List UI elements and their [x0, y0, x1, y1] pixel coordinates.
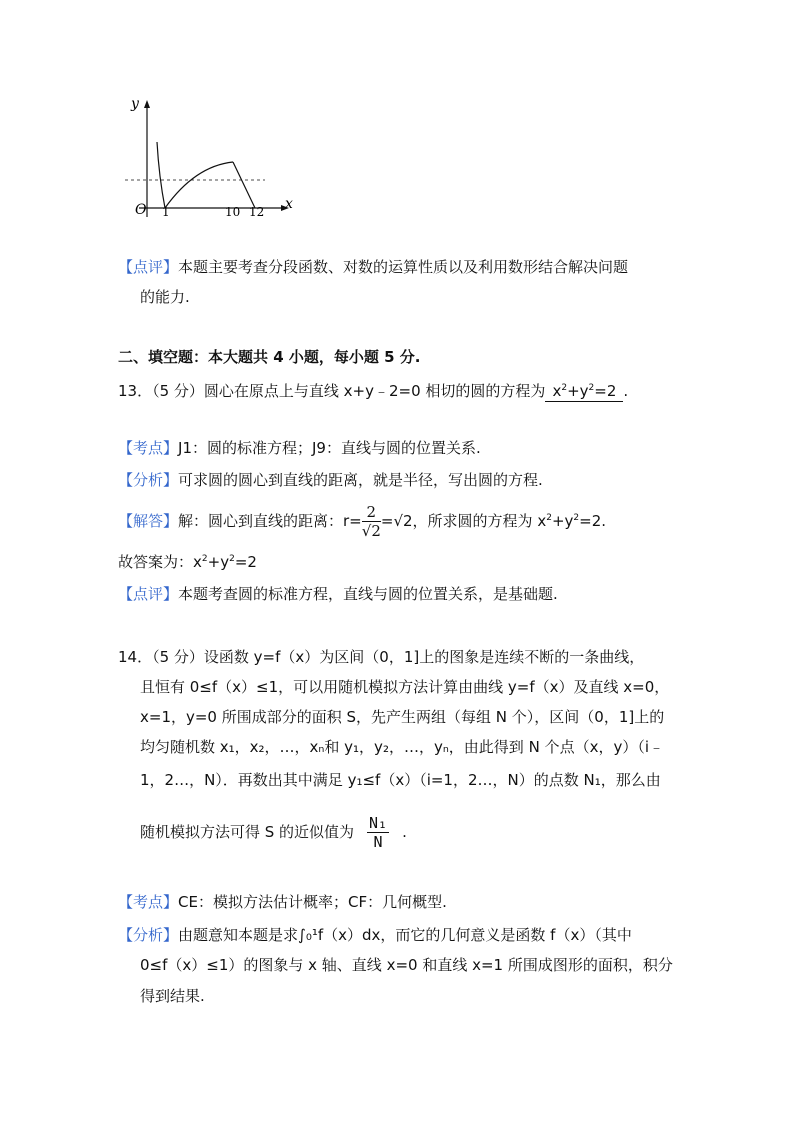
- q13-jieda-text1: 解：圆心到直线的距离：r=: [178, 512, 362, 530]
- q13-dianping-text: 本题考查圆的标准方程，直线与圆的位置关系，是基础题.: [178, 585, 558, 603]
- review12-line1: [118, 257, 628, 277]
- q13-kaodian-tag: 【考点】: [118, 439, 179, 457]
- q14-line6: [140, 812, 407, 852]
- q13-prefix: 13．（5 分）圆心在原点上与直线 x+y﹣2=0 相切的圆的方程为: [118, 382, 546, 400]
- review12-tag: 【点评】: [118, 258, 179, 276]
- review12-line2: [140, 287, 190, 307]
- function-graph: [125, 92, 305, 222]
- q13-fenxi-text: 可求圆的圆心到直线的距离，就是半径，写出圆的方程.: [178, 471, 543, 489]
- q14-kaodian: [118, 892, 447, 912]
- q14-answer-fraction: $\frac{\text{N₁}}{N}$: [369, 814, 388, 851]
- section-header: 二、填空题：本大题共 4 小题，每小题 5 分.: [118, 348, 421, 366]
- tick-10: 10: [225, 205, 241, 219]
- q14-line5: 1，2…，N）．再数出其中满足 y₁≤f（x）（i=1，2…，N）的点数 N₁，那么由: [140, 771, 661, 789]
- q14-fenxi-tag: 【分析】: [118, 926, 179, 944]
- q14-line2: 且恒有 0≤f（x）≤1，可以用随机模拟方法计算由曲线 y=f（x）及直线 x=0，: [140, 678, 670, 696]
- curve-left: [157, 142, 165, 208]
- q14-fenxi-text1: 由题意知本题是求∫₀¹f（x）dx，而它的几何意义是函数 f（x）（其中: [178, 926, 632, 944]
- y-axis-label: y: [131, 96, 139, 112]
- q14-line4: 均匀随机数 x₁，x₂，…，xₙ和 y₁，y₂，…，yₙ，由此得到 N 个点（x，y）（i﹣: [140, 738, 664, 756]
- q14-line6-prefix: 随机模拟方法可得 S 的近似值为: [140, 823, 355, 841]
- q13-kaodian: [118, 438, 481, 458]
- q13-jieda-text2: =√2，所求圆的方程为 x: [380, 512, 547, 530]
- q13-question: [118, 381, 628, 402]
- q13-dianping-tag: 【点评】: [118, 585, 179, 603]
- curve-right: [233, 162, 255, 208]
- q14-line1: 14．（5 分）设函数 y=f（x）为区间（0，1]上的图象是连续不断的一条曲线，: [118, 648, 645, 666]
- tick-1: 1: [162, 205, 170, 219]
- q14-line3: x=1，y=0 所围成部分的面积 S，先产生两组（每组 N 个），区间（0，1]上的: [140, 708, 665, 726]
- y-axis-arrow: [144, 100, 150, 108]
- q13-kaodian-text: J1：圆的标准方程；J9：直线与圆的位置关系.: [178, 439, 481, 457]
- q13-jieda-tag: 【解答】: [118, 512, 179, 530]
- q13-answer-line: 故答案为：$x^2+y^2=2$: [118, 553, 257, 571]
- q13-dianping: [118, 584, 558, 604]
- q13-fenxi: [118, 470, 543, 490]
- review12-text1: 本题主要考查分段函数、对数的运算性质以及利用数形结合解决问题: [178, 258, 629, 276]
- q14-fenxi-line1: [118, 925, 632, 945]
- q14-line6-suffix: .: [402, 823, 407, 841]
- origin-label: O: [135, 202, 147, 218]
- tick-12: 12: [249, 205, 265, 219]
- review12-text2: 的能力.: [140, 288, 190, 306]
- q14-kaodian-text: CE：模拟方法估计概率；CF：几何概型.: [178, 893, 447, 911]
- q14-kaodian-tag: 【考点】: [118, 893, 179, 911]
- q13-fraction: $\frac{2}{√2}$: [361, 503, 381, 540]
- q13-jieda: 【解答】解：圆心到直线的距离：r= $\frac{2}{√2}$ =√2，所求圆的方程为 $x^2+y^2=2$.: [118, 503, 607, 540]
- q14-fenxi-line2: 0≤f（x）≤1）的图象与 x 轴、直线 x=0 和直线 x=1 所围成图形的面积，积分: [140, 956, 673, 974]
- q14-fenxi-line3: 得到结果.: [140, 987, 205, 1005]
- q14-answer: [354, 812, 402, 852]
- q13-fenxi-tag: 【分析】: [118, 471, 179, 489]
- q13-answer: $x^2+y^2=2$: [545, 381, 623, 402]
- curve-middle: [165, 162, 233, 208]
- x-axis-label: x: [285, 196, 293, 212]
- q13-suffix: .: [623, 382, 629, 400]
